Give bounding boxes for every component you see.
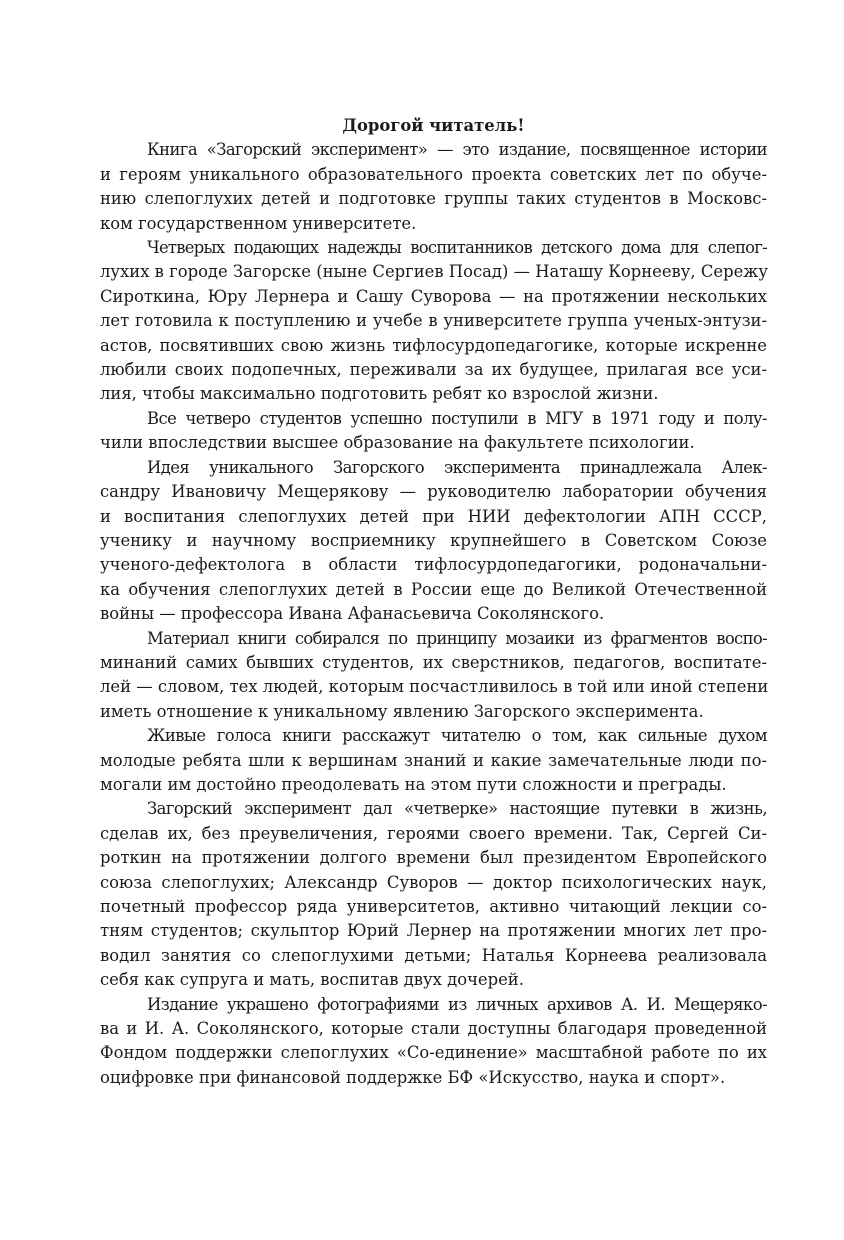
text-line: любили своих подопечных, переживали за их будущее, прилагая все уси-: [100, 360, 767, 380]
paragraph-6: [100, 724, 767, 797]
text-line: чили впоследствии высшее образование на факультете психологии.: [100, 433, 695, 453]
paragraph-8: [100, 993, 767, 1091]
text-line: союза слепоглухих; Александр Суворов — доктор психологических наук,: [100, 872, 767, 892]
text-line: Живые голоса книги расскажут читателю о том, как сильные духом: [147, 726, 767, 746]
paragraph-1: [100, 138, 767, 236]
text-line: Книга «Загорский эксперимент» — это издание, посвященное истории: [147, 140, 767, 160]
paragraph-4: [100, 456, 767, 627]
paragraph-5: [100, 627, 767, 725]
text-line: роткин на протяжении долгого времени был президентом Европейского: [100, 848, 767, 868]
text-line: себя как супруга и мать, воспитав двух дочерей.: [100, 970, 524, 990]
text-line: водил занятия со слепоглухими детьми; Наталья Корнеева реализовала: [100, 945, 767, 965]
text-line: Сироткина, Юру Лернера и Сашу Суворова — на протяжении нескольких: [100, 286, 767, 306]
text-line: сандру Ивановичу Мещерякову — руководителю лаборатории обучения: [100, 482, 767, 502]
paragraph-3: [100, 407, 767, 456]
text-line: ком государственном университете.: [100, 213, 417, 233]
text-line: нию слепоглухих детей и подготовке группы таких студентов в Московс-: [100, 189, 767, 209]
text-line: Фондом поддержки слепоглухих «Со-единение» масштабной работе по их: [100, 1043, 767, 1063]
text-line: молодые ребята шли к вершинам знаний и какие замечательные люди по-: [100, 750, 767, 770]
text-line: ва и И. А. Соколянского, которые стали доступны благодаря проведенной: [100, 1019, 767, 1039]
text-line: Издание украшено фотографиями из личных архивов А. И. Мещерякo-: [147, 994, 767, 1014]
text-line: и героям уникального образовательного проекта советских лет по обуче-: [100, 164, 767, 184]
text-line: Все четверо студентов успешно поступили в МГУ в 1971 году и полу-: [147, 408, 767, 428]
text-line: оцифровке при финансовой поддержке БФ «Искусство, наука и спорт».: [100, 1067, 726, 1087]
text-line: ученого-дефектолога в области тифлосурдопедагогики, родоначальни-: [100, 555, 767, 575]
paragraph-2: [100, 236, 767, 407]
text-line: Идея уникального Загорского эксперимента принадлежала Алек-: [147, 457, 767, 477]
text-line: могали им достойно преодолевать на этом пути сложности и преграды.: [100, 774, 727, 794]
text-line: астов, посвятивших свою жизнь тифлосурдопедагогике, которые искренне: [100, 335, 767, 355]
text-line: Материал книги собирался по принципу мозаики из фрагментов воспо-: [147, 628, 767, 648]
text-line: ученику и научному восприемнику крупнейшего в Советском Союзе: [100, 530, 767, 550]
text-line: тням студентов; скульптор Юрий Лернер на протяжении многих лет про-: [100, 921, 767, 941]
text-line: и воспитания слепоглухих детей при НИИ дефектологии АПН СССР,: [100, 506, 767, 526]
text-line: лия, чтобы максимально подготовить ребят ко взрослой жизни.: [100, 384, 659, 404]
page-title: Дорогой читатель!: [342, 116, 525, 135]
text-line: лухих в городе Загорске (ныне Сергиев Посад) — Наташу Корнееву, Сережу: [100, 262, 769, 282]
text-line: лет готовила к поступлению и учебе в университете группа ученых-энтузи-: [100, 311, 767, 331]
paragraph-7: [100, 797, 767, 992]
text-line: сделав их, без преувеличения, героями своего времени. Так, Сергей Си-: [100, 823, 767, 843]
text-line: иметь отношение к уникальному явлению Загорского эксперимента.: [100, 701, 704, 721]
text-line: почетный профессор ряда университетов, активно читающий лекции со-: [100, 897, 767, 916]
preface-text: [100, 114, 767, 1090]
text-line: лей — словом, тех людей, которым посчастливилось в той или иной степени: [100, 677, 769, 697]
text-line: Четверых подающих надежды воспитанников детского дома для слепог-: [147, 238, 767, 258]
text-line: минаний самих бывших студентов, их сверстников, педагогов, воспитате-: [100, 652, 767, 672]
text-line: войны — профессора Ивана Афанасьевича Соколянского.: [100, 604, 605, 624]
text-line: ка обучения слепоглухих детей в России еще до Великой Отечественной: [100, 579, 767, 599]
text-line: Загорский эксперимент дал «четверке» настоящие путевки в жизнь,: [147, 799, 767, 819]
